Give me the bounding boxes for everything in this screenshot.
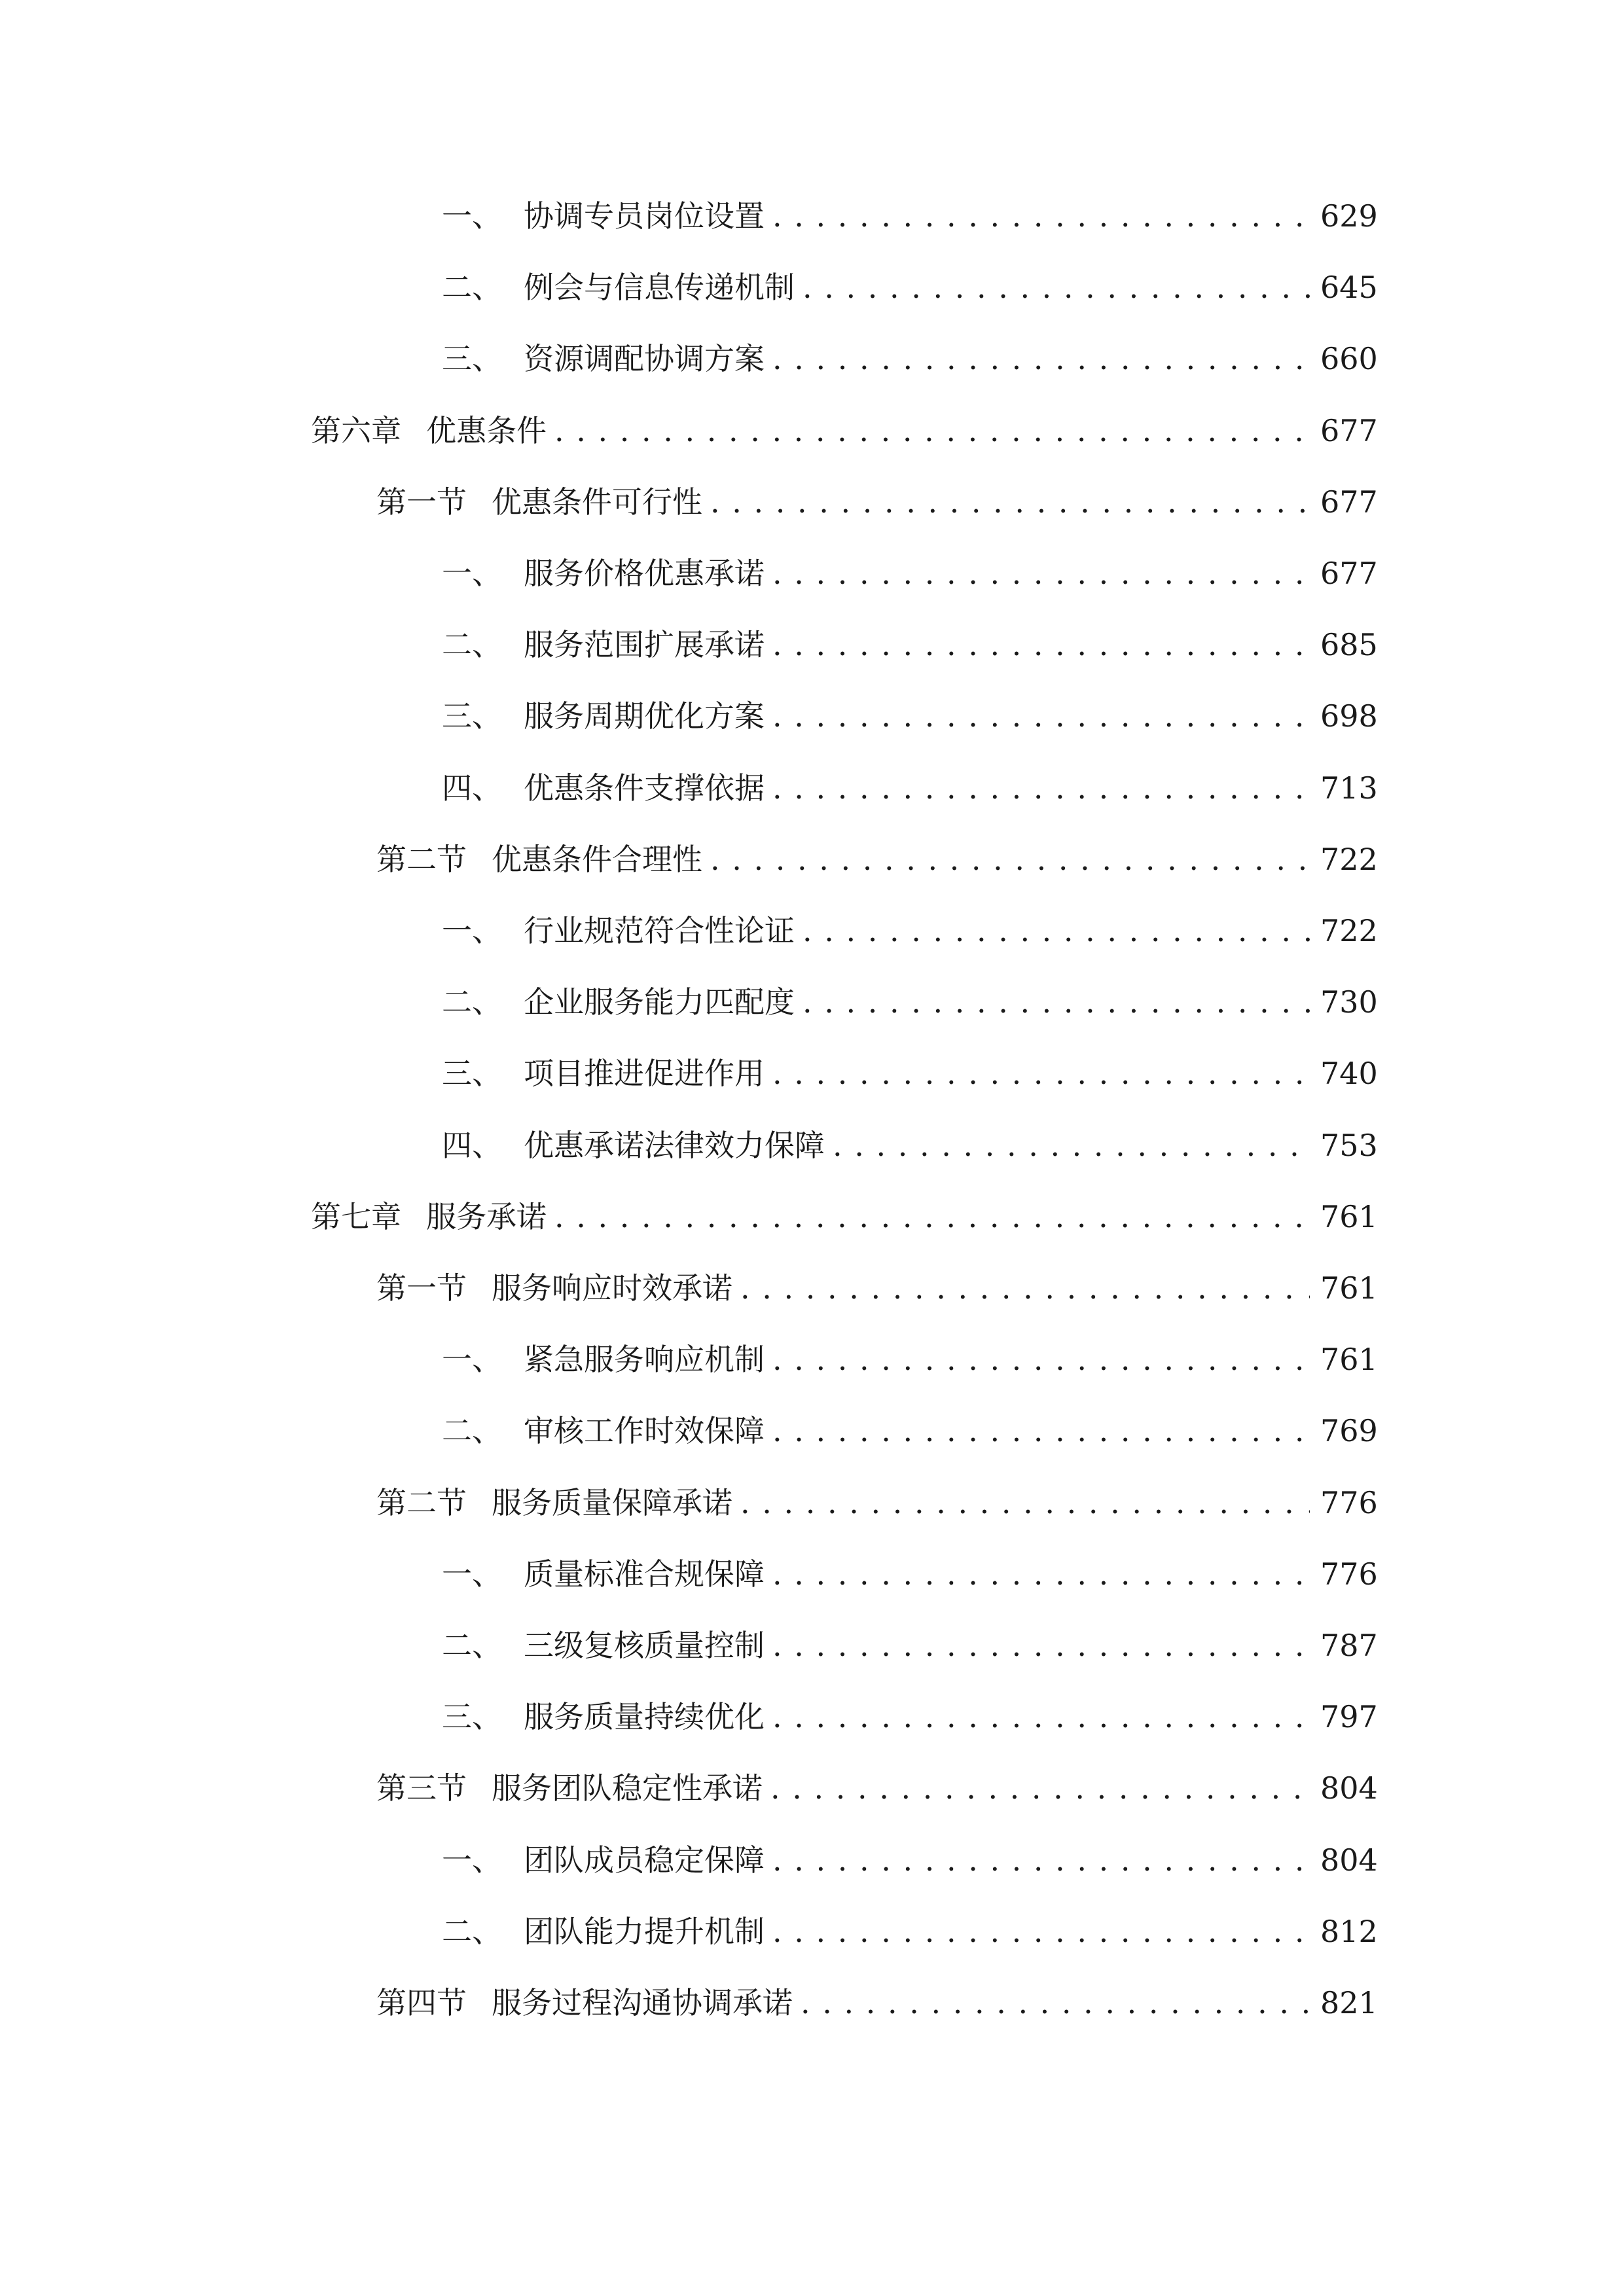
toc-entry-title: 企业服务能力匹配度 bbox=[524, 984, 795, 1020]
toc-entry-title: 服务周期优化方案 bbox=[524, 698, 765, 734]
toc-page-number: 761 bbox=[1320, 1198, 1378, 1234]
toc-dot-leader bbox=[772, 1691, 1310, 1743]
toc-subsection-entry[interactable] bbox=[442, 1405, 1378, 1457]
toc-entry-title: 资源调配协调方案 bbox=[524, 341, 765, 377]
toc-entry-title: 服务质量保障承诺 bbox=[492, 1484, 732, 1520]
toc-dot-leader bbox=[772, 1619, 1310, 1672]
toc-page-number: 722 bbox=[1320, 913, 1378, 948]
toc-entry-number: 三、 bbox=[442, 1056, 502, 1092]
toc-page-number: 776 bbox=[1320, 1484, 1378, 1520]
toc-entry-number: 一、 bbox=[442, 1342, 502, 1378]
toc-section-entry[interactable] bbox=[376, 1977, 1378, 2029]
toc-page-number: 677 bbox=[1320, 412, 1378, 448]
toc-dot-leader bbox=[740, 1477, 1310, 1529]
toc-page-number: 776 bbox=[1320, 1556, 1378, 1592]
toc-subsection-entry[interactable] bbox=[442, 547, 1378, 600]
toc-dot-leader bbox=[801, 1977, 1310, 2029]
toc-entry-number: 第一节 bbox=[376, 1270, 467, 1306]
toc-subsection-entry[interactable] bbox=[442, 190, 1378, 242]
toc-entry-number: 三、 bbox=[442, 1699, 502, 1735]
toc-entry-title: 服务范围扩展承诺 bbox=[524, 627, 765, 663]
toc-subsection-entry[interactable] bbox=[442, 1548, 1378, 1600]
toc-subsection-entry[interactable] bbox=[442, 1834, 1378, 1886]
toc-page-number: 677 bbox=[1320, 484, 1378, 520]
toc-entry-number: 第三节 bbox=[376, 1770, 467, 1806]
toc-subsection-entry[interactable] bbox=[442, 619, 1378, 671]
toc-entry-title: 例会与信息传递机制 bbox=[524, 270, 795, 306]
toc-entry-number: 二、 bbox=[442, 270, 502, 306]
toc-page-number: 713 bbox=[1320, 770, 1378, 806]
toc-entry-title: 行业规范符合性论证 bbox=[524, 913, 795, 948]
toc-subsection-entry[interactable] bbox=[442, 1619, 1378, 1672]
toc-page-number: 740 bbox=[1320, 1056, 1378, 1092]
toc-page-number: 761 bbox=[1320, 1270, 1378, 1306]
toc-page-number: 629 bbox=[1320, 198, 1378, 234]
toc-entry-title: 服务承诺 bbox=[426, 1198, 547, 1234]
toc-dot-leader bbox=[772, 1333, 1310, 1386]
toc-page-number: 804 bbox=[1320, 1770, 1378, 1806]
toc-page-number: 804 bbox=[1320, 1842, 1378, 1878]
toc-entry-title: 服务质量持续优化 bbox=[524, 1699, 765, 1735]
toc-dot-leader bbox=[770, 1762, 1310, 1814]
toc-subsection-entry[interactable] bbox=[442, 332, 1378, 385]
toc-page-number: 698 bbox=[1320, 698, 1378, 734]
toc-dot-leader bbox=[554, 1191, 1310, 1243]
toc-entry-title: 服务响应时效承诺 bbox=[492, 1270, 732, 1306]
toc-entry-title: 服务过程沟通协调承诺 bbox=[492, 1985, 793, 2020]
toc-subsection-entry[interactable] bbox=[442, 1047, 1378, 1100]
toc-entry-number: 二、 bbox=[442, 1413, 502, 1449]
toc-dot-leader bbox=[772, 762, 1310, 814]
toc-section-entry[interactable] bbox=[376, 1477, 1378, 1529]
toc-dot-leader bbox=[803, 976, 1310, 1028]
toc-dot-leader bbox=[803, 261, 1310, 314]
toc-entry-number: 二、 bbox=[442, 984, 502, 1020]
toc-dot-leader bbox=[772, 619, 1310, 671]
toc-subsection-entry[interactable] bbox=[442, 690, 1378, 742]
toc-dot-leader bbox=[772, 332, 1310, 385]
toc-chapter-entry[interactable] bbox=[311, 1191, 1378, 1243]
toc-page-number: 821 bbox=[1320, 1985, 1378, 2020]
toc-entry-title: 优惠条件可行性 bbox=[492, 484, 702, 520]
toc-section-entry[interactable] bbox=[376, 476, 1378, 528]
toc-entry-number: 三、 bbox=[442, 341, 502, 377]
toc-dot-leader bbox=[833, 1119, 1310, 1172]
toc-page-number: 645 bbox=[1320, 270, 1378, 306]
toc-section-entry[interactable] bbox=[376, 1762, 1378, 1814]
toc-entry-title: 优惠承诺法律效力保障 bbox=[524, 1127, 825, 1163]
toc-entry-number: 一、 bbox=[442, 1556, 502, 1592]
toc-subsection-entry[interactable] bbox=[442, 976, 1378, 1028]
toc-dot-leader bbox=[772, 1405, 1310, 1457]
toc-dot-leader bbox=[772, 1834, 1310, 1886]
toc-entry-number: 一、 bbox=[442, 913, 502, 948]
toc-dot-leader bbox=[772, 1047, 1310, 1100]
toc-dot-leader bbox=[772, 1905, 1310, 1958]
toc-entry-title: 优惠条件 bbox=[426, 412, 547, 448]
toc-entry-number: 三、 bbox=[442, 698, 502, 734]
toc-subsection-entry[interactable] bbox=[442, 1333, 1378, 1386]
toc-page-number: 769 bbox=[1320, 1413, 1378, 1449]
toc-dot-leader bbox=[772, 690, 1310, 742]
toc-entry-number: 第二节 bbox=[376, 841, 467, 877]
toc-page-number: 685 bbox=[1320, 627, 1378, 663]
toc-page-number: 812 bbox=[1320, 1913, 1378, 1949]
toc-page-number: 677 bbox=[1320, 556, 1378, 591]
toc-dot-leader bbox=[772, 547, 1310, 600]
toc-entry-number: 第一节 bbox=[376, 484, 467, 520]
toc-subsection-entry[interactable] bbox=[442, 1119, 1378, 1172]
toc-page-number: 660 bbox=[1320, 341, 1378, 377]
toc-entry-title: 团队能力提升机制 bbox=[524, 1913, 765, 1949]
toc-page-number: 761 bbox=[1320, 1342, 1378, 1378]
toc-entry-title: 协调专员岗位设置 bbox=[524, 198, 765, 234]
toc-page-number: 753 bbox=[1320, 1127, 1378, 1163]
toc-chapter-entry[interactable] bbox=[311, 404, 1378, 457]
toc-entry-title: 三级复核质量控制 bbox=[524, 1628, 765, 1663]
toc-subsection-entry[interactable] bbox=[442, 261, 1378, 314]
toc-entry-number: 二、 bbox=[442, 1913, 502, 1949]
toc-dot-leader bbox=[772, 1548, 1310, 1600]
toc-entry-number: 一、 bbox=[442, 556, 502, 591]
toc-page-number: 787 bbox=[1320, 1628, 1378, 1663]
toc-entry-number: 第七章 bbox=[311, 1198, 401, 1234]
toc-entry-number: 二、 bbox=[442, 627, 502, 663]
toc-entry-number: 二、 bbox=[442, 1628, 502, 1663]
toc-entry-title: 服务团队稳定性承诺 bbox=[492, 1770, 763, 1806]
toc-entry-number: 一、 bbox=[442, 1842, 502, 1878]
toc-section-entry[interactable] bbox=[376, 833, 1378, 886]
toc-subsection-entry[interactable] bbox=[442, 1905, 1378, 1958]
toc-page-number: 722 bbox=[1320, 841, 1378, 877]
toc-entry-number: 第二节 bbox=[376, 1484, 467, 1520]
toc-dot-leader bbox=[710, 476, 1310, 528]
toc-subsection-entry[interactable] bbox=[442, 1691, 1378, 1743]
toc-subsection-entry[interactable] bbox=[442, 762, 1378, 814]
toc-entry-number: 第四节 bbox=[376, 1985, 467, 2020]
toc-dot-leader bbox=[740, 1262, 1310, 1314]
toc-entry-number: 四、 bbox=[442, 770, 502, 806]
toc-entry-title: 审核工作时效保障 bbox=[524, 1413, 765, 1449]
toc-dot-leader bbox=[803, 905, 1310, 957]
toc-dot-leader bbox=[710, 833, 1310, 886]
toc-section-entry[interactable] bbox=[376, 1262, 1378, 1314]
toc-subsection-entry[interactable] bbox=[442, 905, 1378, 957]
toc-page-number: 730 bbox=[1320, 984, 1378, 1020]
toc-entry-number: 第六章 bbox=[311, 412, 401, 448]
toc-page-number: 797 bbox=[1320, 1699, 1378, 1735]
toc-dot-leader bbox=[554, 404, 1310, 457]
toc-dot-leader bbox=[772, 190, 1310, 242]
toc-entry-title: 项目推进促进作用 bbox=[524, 1056, 765, 1092]
toc-entry-title: 质量标准合规保障 bbox=[524, 1556, 765, 1592]
toc-entry-title: 优惠条件支撑依据 bbox=[524, 770, 765, 806]
toc-entry-number: 一、 bbox=[442, 198, 502, 234]
toc-entry-title: 团队成员稳定保障 bbox=[524, 1842, 765, 1878]
toc-entry-title: 优惠条件合理性 bbox=[492, 841, 702, 877]
toc-entry-number: 四、 bbox=[442, 1127, 502, 1163]
toc-entry-title: 紧急服务响应机制 bbox=[524, 1342, 765, 1378]
toc-entry-title: 服务价格优惠承诺 bbox=[524, 556, 765, 591]
